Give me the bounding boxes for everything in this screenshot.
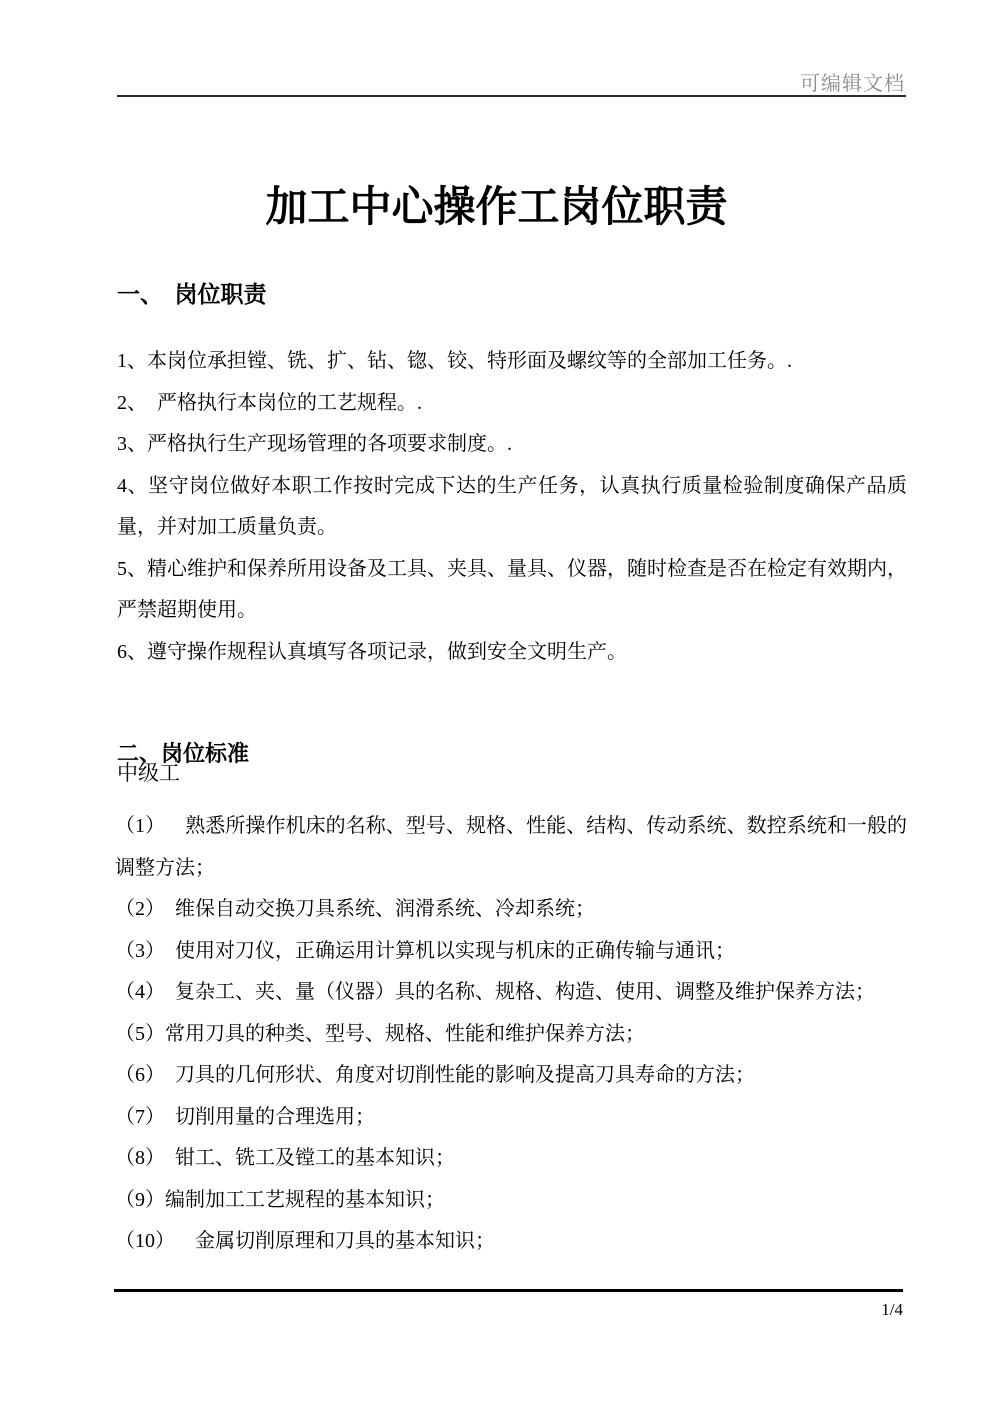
standard-item: （8） 钳工、铣工及镗工的基本知识； [115, 1147, 455, 1169]
editable-doc-watermark: 可编辑文档 [800, 73, 905, 95]
section1-body [117, 341, 907, 673]
standard-item: （2） 维保自动交换刀具系统、润滑系统、冷却系统； [115, 898, 595, 920]
duty-item: 6、遵守操作规程认真填写各项记录，做到安全文明生产。 [117, 640, 627, 663]
standard-item: （5）常用刀具的种类、型号、规格、性能和维护保养方法； [115, 1022, 645, 1045]
standard-item: （4） 复杂工、夹、量（仪器）具的名称、规格、构造、使用、调整及维护保养方法； [115, 981, 875, 1003]
section1-heading: 一、 岗位职责 [117, 282, 267, 308]
duty-item: 5、精心维护和保养所用设备及工具、夹具、量具、仪器，随时检查是否在检定有效期内，严禁超期使用。 [117, 557, 907, 621]
grade-label: 中级工 [117, 761, 180, 785]
page-number: 1/4 [881, 1300, 903, 1319]
page-title: 加工中心操作工岗位职责 [265, 185, 728, 232]
standard-item: （7） 切削用量的合理选用； [115, 1105, 375, 1128]
standard-item: （10） 金属切削原理和刀具的基本知识； [115, 1230, 495, 1252]
duty-item: 3、严格执行生产现场管理的各项要求制度。. [117, 433, 512, 455]
header-rule [117, 95, 906, 97]
duty-item: 2、 严格执行本岗位的工艺规程。. [117, 391, 422, 414]
standard-item: （9）编制加工工艺规程的基本知识； [115, 1188, 445, 1211]
standard-item: （3） 使用对刀仪，正确运用计算机以实现与机床的正确传输与通讯； [115, 939, 735, 962]
standard-item: （1） 熟悉所操作机床的名称、型号、规格、性能、结构、传动系统、数控系统和一般的调整方法； [115, 815, 907, 879]
section2-heading: 二、岗位标准 [117, 741, 250, 767]
footer-rule [114, 1289, 903, 1292]
duty-item: 1、本岗位承担镗、铣、扩、钻、锪、铰、特形面及螺纹等的全部加工任务。. [117, 350, 792, 372]
duty-item: 4、坚守岗位做好本职工作按时完成下达的生产任务，认真执行质量检验制度确保产品质量，并对加工质量负责。 [117, 474, 907, 538]
section2-body [115, 806, 907, 1263]
standard-item: （6） 刀具的几何形状、角度对切削性能的影响及提高刀具寿命的方法； [115, 1064, 755, 1086]
